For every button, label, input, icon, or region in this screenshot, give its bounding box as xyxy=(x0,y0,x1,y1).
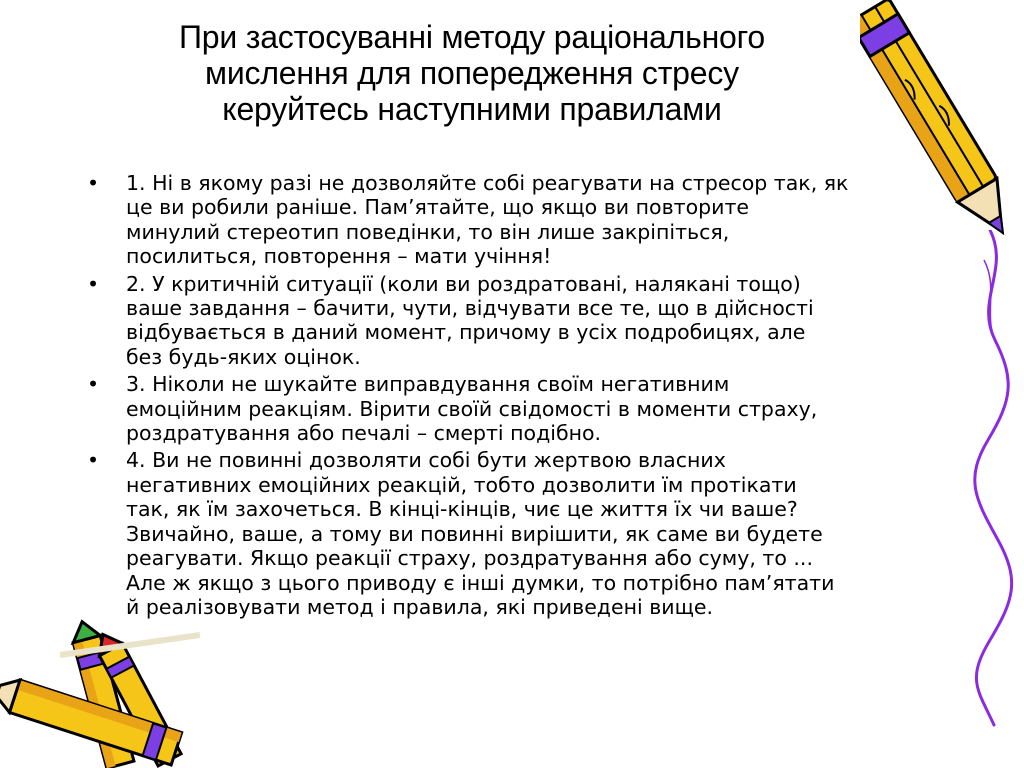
item-line: 3. Ніколи не шукайте виправдування своїм негативним xyxy=(126,372,730,397)
item-line: емоційним реакціям. Вірити своїй свідомості в моменти страху, xyxy=(126,396,818,421)
item-line: 4. Ви не повинні дозволяти собі бути жертвою власних xyxy=(126,448,726,473)
item-line: реагувати. Якщо реакції страху, роздратування або суму, то ... xyxy=(126,546,813,571)
item-line: відбувається в даний момент, причому в усіх подробицях, але xyxy=(126,320,806,345)
item-line: ваше завдання – бачити, чути, відчувати все те, що в дійсності xyxy=(126,296,814,321)
pencil-bundle-icon xyxy=(0,615,210,768)
bullet-icon: • xyxy=(87,448,100,473)
bullet-icon: • xyxy=(87,171,100,195)
item-line: негативних емоційних реакцій, тобто дозволити їм протікати xyxy=(126,472,797,497)
title-line: керуйтесь наступними правилами xyxy=(222,91,722,128)
item-line: минулий стереотип поведінки, то він лише закріпіться, xyxy=(126,219,730,244)
item-line: так, як їм захочеться. В кінці-кінців, чиє це життя їх чи ваше? xyxy=(126,497,798,522)
list-item xyxy=(87,448,933,619)
item-line: 2. У критичній ситуації (коли ви роздратовані, налякані тощо) xyxy=(126,271,801,296)
bullet-icon: • xyxy=(87,372,100,397)
item-line: без будь-яких оцінок. xyxy=(126,344,361,369)
slide-title xyxy=(112,19,832,127)
title-line: При застосуванні методу раціонального xyxy=(178,19,766,56)
item-line: Звичайно, ваше, а тому ви повинні вирішити, як саме ви будете xyxy=(126,521,823,546)
title-line: мислення для попередження стресу xyxy=(205,55,739,92)
item-line: 1. Ні в якому разі не дозволяйте собі реагувати на стресор так, як xyxy=(126,171,849,195)
item-line: й реалізовувати метод і правила, які приведені вище. xyxy=(126,594,714,619)
item-line: Але ж якщо з цього приводу є інші думки, то потрібно пам’ятати xyxy=(126,570,835,595)
pencil-icon xyxy=(860,0,1010,245)
bullet-icon: • xyxy=(87,271,100,296)
item-line: роздратування або печалі – смерті подібно. xyxy=(126,421,602,446)
list-item xyxy=(87,272,933,370)
item-line: це ви робили раніше. Пам’ятайте, що якщо ви повторите xyxy=(126,195,750,220)
list-item xyxy=(87,372,933,445)
item-line: посилиться, повторення – мати учіння! xyxy=(126,244,552,269)
rules-list xyxy=(87,171,933,622)
list-item xyxy=(87,171,933,269)
wavy-line-icon xyxy=(970,230,1020,730)
